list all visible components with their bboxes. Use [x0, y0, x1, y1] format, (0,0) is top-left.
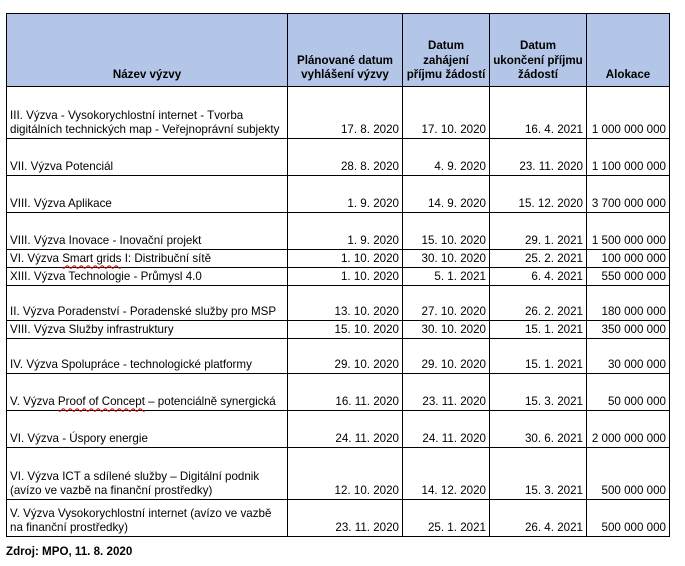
allocation: 1 000 000 000 — [587, 87, 670, 139]
allocation: 1 500 000 000 — [587, 213, 670, 250]
call-name-text: – potenciálně synergická — [144, 395, 276, 409]
end-date: 16. 4. 2021 — [490, 87, 587, 139]
allocation: 180 000 000 — [587, 286, 670, 321]
end-date: 25. 2. 2021 — [490, 250, 587, 268]
announce-date: 1. 10. 2020 — [288, 250, 403, 268]
end-date: 29. 1. 2021 — [490, 213, 587, 250]
end-date: 15. 12. 2020 — [490, 176, 587, 213]
allocation: 1 100 000 000 — [587, 139, 670, 176]
start-date: 14. 12. 2020 — [403, 448, 490, 500]
call-name — [7, 268, 288, 286]
table-row — [7, 339, 670, 374]
start-date: 15. 10. 2020 — [403, 213, 490, 250]
call-name — [7, 374, 288, 411]
start-date: 23. 11. 2020 — [403, 374, 490, 411]
allocation: 500 000 000 — [587, 448, 670, 500]
end-date: 15. 3. 2021 — [490, 374, 587, 411]
start-date: 27. 10. 2020 — [403, 286, 490, 321]
end-date: 26. 2. 2021 — [490, 286, 587, 321]
header-start-date: Datum zahájení příjmu žádostí — [403, 14, 490, 87]
allocation: 2 000 000 000 — [587, 411, 670, 448]
call-name-text: VI. Výzva — [10, 252, 63, 266]
spellcheck-marked-text: Smart grids — [62, 252, 122, 266]
call-name — [7, 500, 288, 537]
allocation: 3 700 000 000 — [587, 176, 670, 213]
start-date: 30. 10. 2020 — [403, 250, 490, 268]
calls-table — [6, 13, 670, 537]
start-date: 17. 10. 2020 — [403, 87, 490, 139]
call-name-text: VII. Výzva Potenciál — [10, 160, 114, 174]
call-name — [7, 411, 288, 448]
table-row — [7, 500, 670, 537]
table-row — [7, 139, 670, 176]
announce-date: 16. 11. 2020 — [288, 374, 403, 411]
table-row — [7, 448, 670, 500]
calls-table-container — [6, 13, 669, 537]
table-row — [7, 286, 670, 321]
call-name-text: V. Výzva — [10, 395, 58, 409]
call-name — [7, 321, 288, 339]
start-date: 24. 11. 2020 — [403, 411, 490, 448]
table-row — [7, 87, 670, 139]
announce-date: 15. 10. 2020 — [288, 321, 403, 339]
announce-date: 13. 10. 2020 — [288, 286, 403, 321]
allocation: 500 000 000 — [587, 500, 670, 537]
header-name: Název výzvy — [7, 14, 288, 87]
end-date: 30. 6. 2021 — [490, 411, 587, 448]
call-name-text: IV. Výzva Spolupráce - technologické platformy — [10, 358, 252, 372]
call-name — [7, 213, 288, 250]
end-date: 15. 3. 2021 — [490, 448, 587, 500]
start-date: 5. 1. 2021 — [403, 268, 490, 286]
allocation: 100 000 000 — [587, 250, 670, 268]
start-date: 29. 10. 2020 — [403, 339, 490, 374]
start-date: 4. 9. 2020 — [403, 139, 490, 176]
end-date: 26. 4. 2021 — [490, 500, 587, 537]
call-name-text: VIII. Výzva Inovace - Inovační projekt — [10, 234, 202, 248]
start-date: 30. 10. 2020 — [403, 321, 490, 339]
allocation: 30 000 000 — [587, 339, 670, 374]
end-date: 6. 4. 2021 — [490, 268, 587, 286]
start-date: 14. 9. 2020 — [403, 176, 490, 213]
call-name-text: II. Výzva Poradenství - Poradenské služby pro MSP — [10, 305, 277, 319]
call-name-text: I: Distribuční sítě — [121, 252, 212, 266]
end-date: 15. 1. 2021 — [490, 339, 587, 374]
call-name — [7, 286, 288, 321]
announce-date: 24. 11. 2020 — [288, 411, 403, 448]
allocation: 550 000 000 — [587, 268, 670, 286]
call-name — [7, 250, 288, 268]
start-date: 25. 1. 2021 — [403, 500, 490, 537]
table-row — [7, 250, 670, 268]
table-body — [7, 87, 670, 537]
call-name-text: VI. Výzva - Úspory energie — [10, 432, 148, 446]
announce-date: 1. 10. 2020 — [288, 268, 403, 286]
spellcheck-marked-text: Proof of Concept — [57, 395, 145, 409]
announce-date: 28. 8. 2020 — [288, 139, 403, 176]
call-name — [7, 448, 288, 500]
announce-date: 23. 11. 2020 — [288, 500, 403, 537]
call-name-text: III. Výzva - Vysokorychlostní internet - Tvorba digitálních technických map - Veřejnoprávní subjekty — [10, 108, 280, 137]
table-row — [7, 176, 670, 213]
call-name — [7, 139, 288, 176]
end-date: 15. 1. 2021 — [490, 321, 587, 339]
announce-date: 29. 10. 2020 — [288, 339, 403, 374]
announce-date: 1. 9. 2020 — [288, 176, 403, 213]
call-name-text: VI. Výzva ICT a sdílené služby – Digitální podnik (avízo ve vazbě na finanční prostředky) — [10, 469, 260, 498]
table-row — [7, 268, 670, 286]
source-note: Zdroj: MPO, 11. 8. 2020 — [6, 545, 133, 558]
allocation: 350 000 000 — [587, 321, 670, 339]
header-end-date: Datum ukončení příjmu žádostí — [490, 14, 587, 87]
table-row — [7, 321, 670, 339]
table-header-row — [7, 14, 670, 87]
call-name — [7, 339, 288, 374]
announce-date: 17. 8. 2020 — [288, 87, 403, 139]
call-name-text: VIII. Výzva Aplikace — [10, 197, 112, 211]
call-name — [7, 176, 288, 213]
call-name-text: VIII. Výzva Služby infrastruktury — [10, 323, 174, 337]
announce-date: 12. 10. 2020 — [288, 448, 403, 500]
announce-date: 1. 9. 2020 — [288, 213, 403, 250]
header-allocation: Alokace — [587, 14, 670, 87]
header-announce-date: Plánované datum vyhlášení výzvy — [288, 14, 403, 87]
end-date: 23. 11. 2020 — [490, 139, 587, 176]
table-row — [7, 374, 670, 411]
table-row — [7, 411, 670, 448]
table-row — [7, 213, 670, 250]
allocation: 50 000 000 — [587, 374, 670, 411]
call-name — [7, 87, 288, 139]
call-name-text: V. Výzva Vysokorychlostní internet (avízo ve vazbě na finanční prostředky) — [10, 506, 272, 535]
call-name-text: XIII. Výzva Technologie - Průmysl 4.0 — [10, 270, 202, 284]
